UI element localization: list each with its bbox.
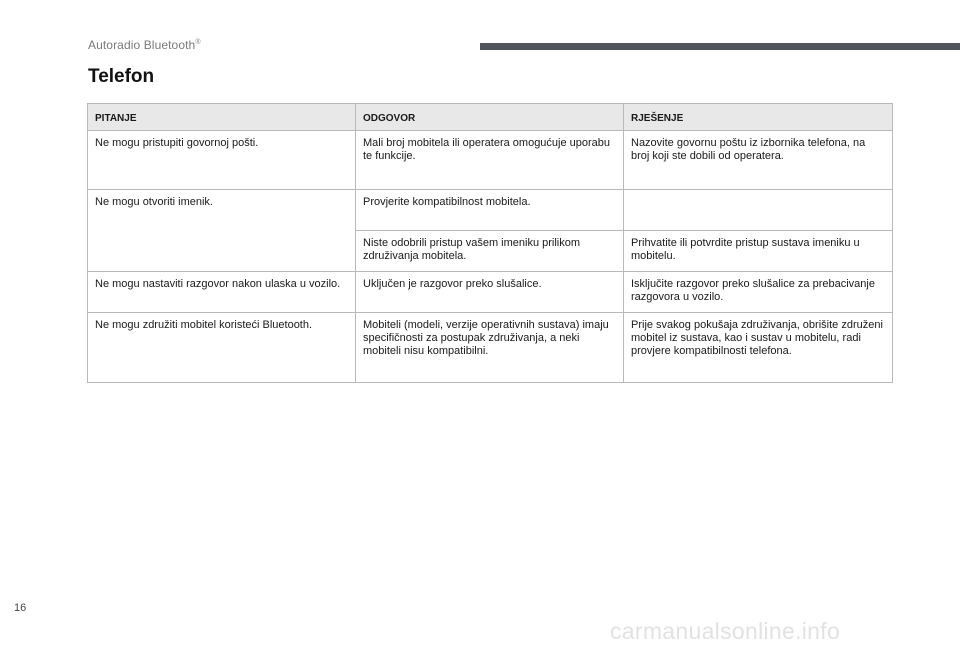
solution-cell	[624, 190, 893, 231]
header-title	[88, 38, 201, 52]
answer-cell: Uključen je razgovor preko slušalice.	[356, 272, 624, 313]
header-title-text: Autoradio Bluetooth	[88, 38, 196, 52]
answer-cell: Niste odobrili pristup vašem imeniku prilikom združivanja mobitela.	[356, 231, 624, 272]
column-header-solution: RJEŠENJE	[624, 104, 893, 131]
table-row	[88, 131, 893, 190]
answer-cell: Mobiteli (modeli, verzije operativnih sustava) imaju specifičnosti za postupak združivanja, a neki mobiteli nisu kompatibilni.	[356, 313, 624, 383]
column-header-question: PITANJE	[88, 104, 356, 131]
troubleshooting-table	[87, 103, 893, 383]
table-row	[88, 272, 893, 313]
table-row	[88, 313, 893, 383]
answer-cell: Mali broj mobitela ili operatera omogućuje uporabu te funkcije.	[356, 131, 624, 190]
watermark: carmanualsonline.info	[610, 618, 841, 644]
section-title: Telefon	[88, 66, 155, 87]
table-header-row	[88, 104, 893, 131]
solution-cell: Nazovite govornu poštu iz izbornika telefona, na broj koji ste dobili od operatera.	[624, 131, 893, 190]
question-cell: Ne mogu pristupiti govornoj pošti.	[88, 131, 356, 190]
solution-cell: Isključite razgovor preko slušalice za prebacivanje razgovora u vozilo.	[624, 272, 893, 313]
registered-mark: ®	[195, 39, 201, 46]
question-cell: Ne mogu združiti mobitel koristeći Bluetooth.	[88, 313, 356, 383]
header-bar	[480, 43, 960, 50]
solution-cell: Prije svakog pokušaja združivanja, obrišite združeni mobitel iz sustava, kao i sustav u mobitelu, radi provjere kompatibilnosti telefona.	[624, 313, 893, 383]
page-number: 16	[14, 602, 27, 614]
column-header-answer: ODGOVOR	[356, 104, 624, 131]
question-cell: Ne mogu otvoriti imenik.	[88, 190, 356, 272]
table-row	[88, 190, 893, 231]
solution-cell: Prihvatite ili potvrdite pristup sustava imeniku u mobitelu.	[624, 231, 893, 272]
question-cell: Ne mogu nastaviti razgovor nakon ulaska u vozilo.	[88, 272, 356, 313]
answer-cell: Provjerite kompatibilnost mobitela.	[356, 190, 624, 231]
